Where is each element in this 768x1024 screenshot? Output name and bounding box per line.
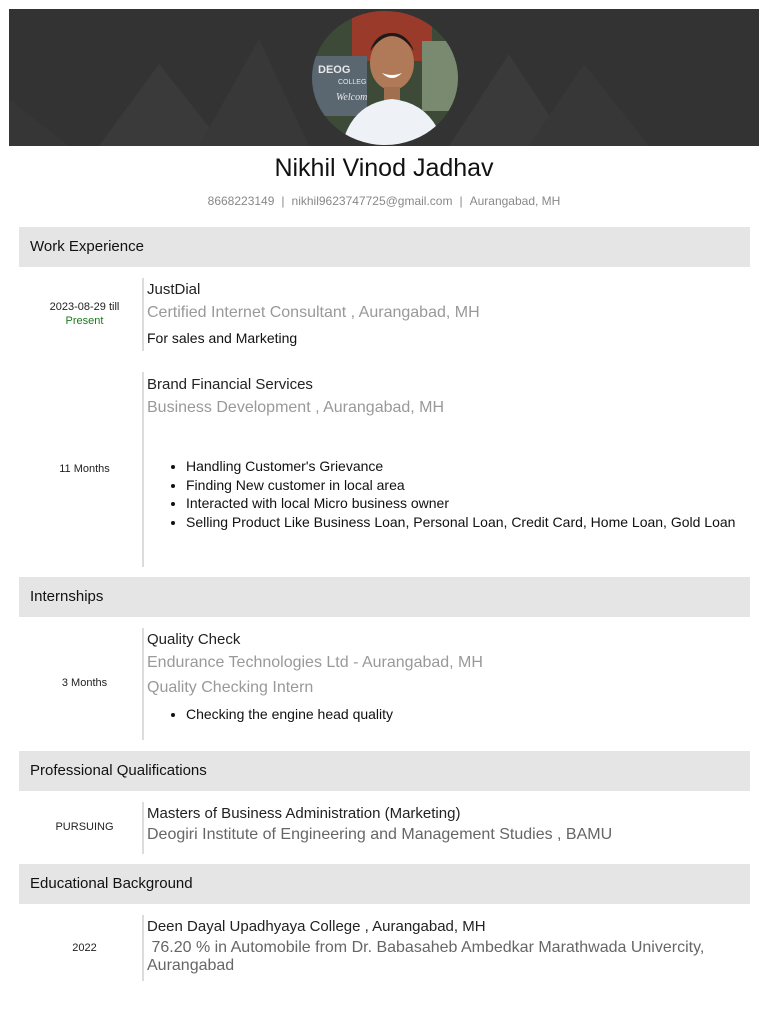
education-detail: 76.20 % in Automobile from Dr. Babasaheb Ambedkar Marathwada Univercity, Aurangabad — [147, 939, 708, 974]
list-item: • Handling Customer's Grievance — [186, 457, 768, 476]
status-present: Present — [65, 315, 104, 327]
candidate-name: Nikhil Vinod Jadhav — [274, 154, 494, 182]
internship-org: Endurance Technologies Ltd - Aurangabad, MH — [147, 654, 483, 671]
entry-date: PURSUING — [55, 821, 114, 833]
list-item: • Checking the engine head quality — [186, 705, 768, 724]
job-description: For sales and Marketing — [147, 330, 298, 346]
phone-number: 8668223149 — [207, 194, 275, 208]
entry-date: 3 Months — [61, 677, 108, 689]
svg-text:Welcom: Welcom — [336, 92, 368, 103]
company-name: JustDial — [147, 281, 201, 298]
entry-date: 2022 — [72, 942, 97, 954]
responsibility-list — [147, 457, 768, 531]
institute-name: Deogiri Institute of Engineering and Management Studies , BAMU — [147, 826, 613, 843]
svg-text:COLLEG: COLLEG — [338, 79, 367, 86]
responsibility-list — [147, 705, 768, 724]
location: Aurangabad, MH — [469, 194, 561, 208]
section-professional-qualifications: Professional Qualifications — [19, 751, 750, 791]
job-role: Business Development , Aurangabad, MH — [147, 399, 445, 416]
company-name: Brand Financial Services — [147, 376, 313, 393]
section-work-experience: Work Experience — [19, 227, 750, 267]
internship-title: Quality Check — [147, 631, 241, 648]
entry-date: 11 Months — [59, 463, 110, 475]
section-internships: Internships — [19, 577, 750, 617]
degree-name: Masters of Business Administration (Marketing) — [147, 805, 461, 822]
entry-date: 2023-08-29 till Present — [19, 301, 150, 327]
college-name: Deen Dayal Upadhyaya College , Aurangabad, MH — [147, 918, 486, 935]
email-address: nikhil9623747725@gmail.com — [291, 194, 453, 208]
internship-role: Quality Checking Intern — [147, 679, 314, 696]
separator: | — [459, 194, 463, 208]
list-item: • Finding New customer in local area — [186, 476, 768, 495]
list-item: • Interacted with local Micro business owner — [186, 494, 768, 513]
list-item: • Selling Product Like Business Loan, Personal Loan, Credit Card, Home Loan, Gold Loan — [186, 513, 768, 532]
svg-text:DEOG: DEOG — [318, 64, 351, 76]
job-role: Certified Internet Consultant , Aurangabad, MH — [147, 304, 480, 321]
profile-photo — [312, 11, 458, 145]
contact-line — [0, 194, 768, 208]
separator: | — [281, 194, 285, 208]
section-educational-background: Educational Background — [19, 864, 750, 904]
